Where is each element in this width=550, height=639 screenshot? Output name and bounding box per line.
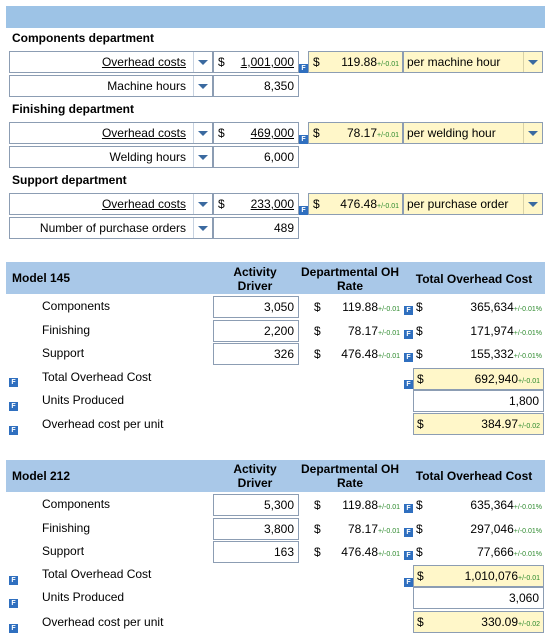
components-overhead-label: Overhead costs: [101, 55, 186, 69]
dollar-sign: $: [314, 323, 321, 338]
total-overhead-cost-header: Total Overhead Cost: [415, 272, 533, 286]
model212-row-label: Finishing: [42, 520, 91, 535]
model145-rate-cell: [330, 343, 400, 368]
tolerance-label: +/-0.01%: [513, 329, 542, 337]
model212-per-unit-value: 330.09: [481, 615, 518, 629]
dollar-sign: $: [416, 545, 423, 559]
finishing-rate-cell[interactable]: [308, 122, 403, 144]
model212-row-label: Components: [42, 497, 111, 511]
model145-rate-value: 78.17: [347, 323, 378, 338]
finishing-driver-value[interactable]: 6,000: [213, 146, 299, 168]
model145-rate-cell: [330, 320, 400, 345]
support-overhead-select[interactable]: [9, 193, 213, 215]
dollar-sign: $: [314, 300, 321, 314]
model212-per-unit-label: Overhead cost per unit: [42, 615, 164, 629]
tolerance-label: +/-0.01%: [513, 504, 542, 511]
total-overhead-cost-header: Total Overhead Cost: [415, 469, 533, 483]
dollar-sign: $: [218, 197, 225, 211]
model145-row-label: Finishing: [42, 322, 91, 337]
tolerance-label: +/-0.01: [377, 132, 399, 139]
model212-rate-value: 119.88: [342, 498, 378, 512]
dollar-sign: $: [314, 521, 321, 536]
model212-rate-cell: [330, 518, 400, 543]
model212-units-label: Units Produced: [42, 590, 125, 604]
model145-rate-cell: [330, 296, 400, 321]
components-section-title: Components department: [12, 31, 155, 45]
model212-rate-value: 476.48: [341, 545, 378, 559]
formula-badge-icon: F: [404, 551, 413, 560]
model145-per-unit-cell[interactable]: [413, 413, 544, 435]
model212-row-label: Support: [42, 544, 85, 558]
tolerance-label: +/-0.01: [378, 329, 400, 337]
formula-badge-icon: F: [9, 624, 18, 633]
model145-title: Model 145: [12, 271, 71, 285]
model145-total-cell: [430, 320, 542, 345]
model212-per-unit-cell[interactable]: [413, 611, 544, 633]
dollar-sign: $: [416, 323, 423, 338]
tolerance-label: +/-0.01: [378, 306, 400, 313]
top-header-band: [6, 6, 545, 28]
finishing-rate-unit: per welding hour: [407, 126, 496, 140]
model212-driver-cell[interactable]: 163: [213, 541, 299, 563]
model212-driver-cell[interactable]: 5,300: [213, 494, 299, 516]
dollar-sign: $: [314, 498, 321, 512]
chevron-down-icon[interactable]: [193, 52, 212, 72]
components-overhead-select[interactable]: [9, 51, 213, 73]
components-rate-value: 119.88: [341, 55, 377, 69]
model145-total-label: Total Overhead Cost: [42, 370, 152, 384]
activity-driver-header: Activity Driver: [233, 265, 277, 293]
model145-rate-value: 476.48: [341, 347, 378, 361]
formula-badge-icon: F: [299, 206, 308, 215]
activity-driver-header: Activity Driver: [233, 462, 277, 490]
components-rate-cell[interactable]: [308, 51, 403, 73]
model212-total-cell: [430, 518, 542, 543]
model145-total-value: 692,940: [474, 372, 518, 386]
model145-per-unit-value: 384.97: [481, 417, 518, 431]
components-driver-value[interactable]: 8,350: [213, 75, 299, 97]
formula-badge-icon: F: [404, 578, 413, 587]
model212-units-value[interactable]: 3,060: [413, 587, 544, 609]
model212-driver-cell[interactable]: 3,800: [213, 518, 299, 540]
model145-units-label: Units Produced: [42, 393, 125, 407]
chevron-down-icon[interactable]: [523, 52, 542, 72]
formula-badge-icon: F: [9, 576, 18, 585]
model212-total-value: 77,666: [477, 545, 514, 559]
finishing-rate-unit-select[interactable]: [403, 122, 543, 144]
components-driver-select[interactable]: [9, 75, 213, 97]
components-rate-unit-select[interactable]: [403, 51, 543, 73]
support-driver-label: Number of purchase orders: [39, 221, 186, 235]
dollar-sign: $: [416, 498, 423, 512]
finishing-driver-label: Welding hours: [109, 150, 186, 164]
tolerance-label: +/-0.01: [378, 353, 400, 360]
support-rate-unit-select[interactable]: [403, 193, 543, 215]
model145-row-label: Support: [42, 346, 85, 360]
chevron-down-icon[interactable]: [193, 218, 212, 238]
dollar-sign: $: [416, 347, 423, 361]
formula-badge-icon: F: [404, 528, 413, 537]
model212-rate-cell: [330, 541, 400, 566]
formula-badge-icon: F: [9, 599, 18, 608]
finishing-overhead-select[interactable]: [9, 122, 213, 144]
chevron-down-icon[interactable]: [523, 123, 542, 143]
finishing-overhead-amount[interactable]: [213, 122, 299, 144]
chevron-down-icon[interactable]: [193, 76, 212, 96]
dollar-sign: $: [314, 545, 321, 559]
components-driver-label: Machine hours: [107, 79, 186, 93]
support-rate-unit: per purchase order: [407, 197, 509, 211]
model212-total-label: Total Overhead Cost: [42, 567, 152, 581]
formula-badge-icon: F: [404, 306, 413, 315]
tolerance-label: +/-0.01: [378, 551, 400, 558]
tolerance-label: +/-0.01: [518, 378, 540, 385]
dollar-sign: $: [417, 417, 424, 431]
tolerance-label: +/-0.01%: [513, 551, 542, 558]
support-rate-value: 476.48: [340, 197, 377, 211]
dept-oh-rate-header: Departmental OH Rate: [300, 265, 400, 293]
finishing-rate-value: 78.17: [346, 126, 377, 140]
dollar-sign: $: [313, 55, 320, 69]
support-overhead-amount[interactable]: [213, 193, 299, 215]
dollar-sign: $: [218, 126, 225, 140]
dollar-sign: $: [416, 521, 423, 536]
model212-total-value: 297,046: [470, 521, 514, 536]
components-overhead-value: 1,001,000: [240, 55, 294, 69]
finishing-section-title: Finishing department: [12, 102, 135, 116]
dollar-sign: $: [313, 197, 320, 211]
components-rate-unit: per machine hour: [407, 55, 501, 69]
tolerance-label: +/-0.01: [518, 575, 540, 582]
formula-badge-icon: F: [9, 402, 18, 411]
support-driver-select[interactable]: [9, 217, 213, 239]
formula-badge-icon: F: [404, 380, 413, 389]
tolerance-label: +/-0.01: [377, 203, 399, 210]
model145-driver-cell[interactable]: 326: [213, 343, 299, 365]
chevron-down-icon[interactable]: [193, 194, 212, 214]
components-overhead-amount[interactable]: [213, 51, 299, 73]
chevron-down-icon[interactable]: [523, 194, 542, 214]
dollar-sign: $: [416, 300, 423, 314]
tolerance-label: +/-0.01%: [513, 527, 542, 535]
support-overhead-value: 233,000: [250, 197, 294, 211]
chevron-down-icon[interactable]: [193, 123, 212, 143]
support-driver-value[interactable]: 489: [213, 217, 299, 239]
tolerance-label: +/-0.02: [518, 621, 540, 628]
support-rate-cell[interactable]: [308, 193, 403, 215]
finishing-overhead-value: 469,000: [250, 126, 294, 140]
dollar-sign: $: [417, 615, 424, 629]
model145-total-cell: [430, 343, 542, 368]
tolerance-label: +/-0.02: [518, 423, 540, 430]
model212-total-cell[interactable]: [413, 565, 544, 587]
model212-total-cell: [430, 494, 542, 519]
model212-total-cell: [430, 541, 542, 566]
model145-total-cell[interactable]: [413, 368, 544, 390]
formula-badge-icon: F: [404, 353, 413, 362]
finishing-driver-select[interactable]: [9, 146, 213, 168]
model212-rate-value: 78.17: [347, 521, 378, 536]
model145-per-unit-label: Overhead cost per unit: [42, 417, 164, 431]
tolerance-label: +/-0.01%: [513, 353, 542, 360]
model145-total-value: 171,974: [470, 323, 514, 338]
tolerance-label: +/-0.01: [377, 61, 399, 68]
dollar-sign: $: [417, 569, 424, 583]
tolerance-label: +/-0.01%: [513, 306, 542, 313]
model145-total-value: 365,634: [470, 300, 514, 314]
dollar-sign: $: [313, 126, 320, 140]
finishing-overhead-label: Overhead costs: [101, 126, 186, 140]
model145-row-label: Components: [42, 299, 111, 313]
dollar-sign: $: [218, 55, 225, 69]
tolerance-label: +/-0.01: [378, 504, 400, 511]
tolerance-label: +/-0.01: [378, 527, 400, 535]
formula-badge-icon: F: [299, 64, 308, 73]
support-overhead-label: Overhead costs: [101, 197, 186, 211]
chevron-down-icon[interactable]: [193, 147, 212, 167]
formula-badge-icon: F: [299, 135, 308, 144]
model145-total-cell: [430, 296, 542, 321]
model145-rate-value: 119.88: [342, 300, 378, 314]
model145-driver-cell[interactable]: 2,200: [213, 320, 299, 342]
dept-oh-rate-header: Departmental OH Rate: [300, 462, 400, 490]
model145-total-value: 155,332: [470, 347, 514, 361]
model212-total-value: 1,010,076: [464, 569, 518, 583]
model212-rate-cell: [330, 494, 400, 519]
model145-units-value[interactable]: 1,800: [413, 390, 544, 412]
model212-title: Model 212: [12, 469, 71, 483]
support-section-title: Support department: [12, 173, 127, 187]
dollar-sign: $: [314, 347, 321, 361]
formula-badge-icon: F: [404, 504, 413, 513]
model212-total-value: 635,364: [470, 498, 514, 512]
formula-badge-icon: F: [9, 426, 18, 435]
formula-badge-icon: F: [404, 330, 413, 339]
dollar-sign: $: [417, 372, 424, 386]
formula-badge-icon: F: [9, 378, 18, 387]
model145-driver-cell[interactable]: 3,050: [213, 296, 299, 318]
